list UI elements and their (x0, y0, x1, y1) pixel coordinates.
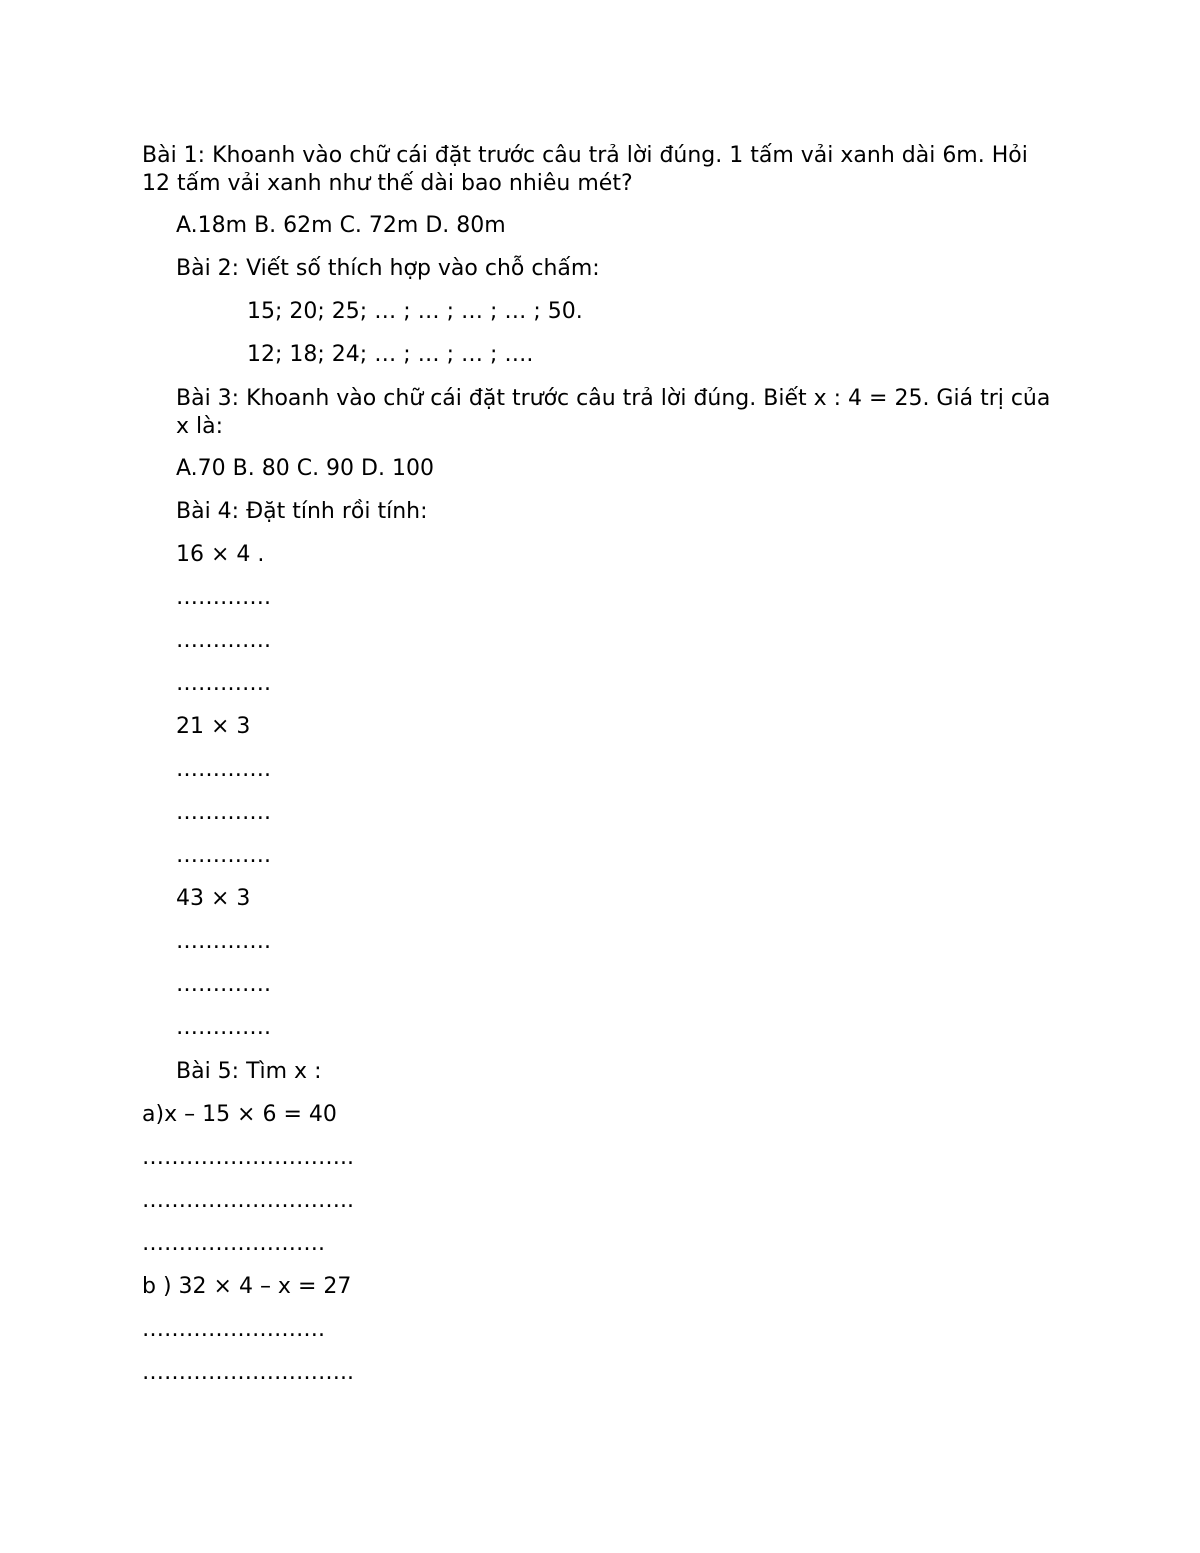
bai4-expression-2: 21 × 3 (176, 714, 251, 739)
blank-line: …………. (176, 585, 271, 610)
blank-line: …………. (176, 800, 271, 825)
blank-line: …………. (176, 929, 271, 954)
bai5-part-a: a)x – 15 × 6 = 40 (142, 1102, 337, 1127)
bai4-expression-3: 43 × 3 (176, 886, 251, 911)
blank-line: ……………………. (142, 1231, 325, 1256)
blank-line: …………. (176, 671, 271, 696)
blank-line: …………. (176, 757, 271, 782)
blank-line: ……………………….. (142, 1145, 354, 1170)
bai2-sequence-1: 15; 20; 25; … ; … ; … ; … ; 50. (247, 299, 583, 324)
blank-line: …………. (176, 972, 271, 997)
blank-line: ……………………. (142, 1317, 325, 1342)
bai1-question: Bài 1: Khoanh vào chữ cái đặt trước câu trả lời đúng. 1 tấm vải xanh dài 6m. Hỏi 12 tấm vải xanh như thế dài bao nhiêu mét? (142, 143, 1028, 196)
bai3-options: A.70 B. 80 C. 90 D. 100 (176, 456, 434, 481)
bai2-title: Bài 2: Viết số thích hợp vào chỗ chấm: (176, 256, 600, 281)
bai4-title: Bài 4: Đặt tính rồi tính: (176, 499, 428, 524)
bai1-options: A.18m B. 62m C. 72m D. 80m (176, 213, 506, 238)
bai5-title: Bài 5: Tìm x : (176, 1059, 322, 1084)
blank-line: …………. (176, 843, 271, 868)
bai5-part-b: b ) 32 × 4 – x = 27 (142, 1274, 352, 1299)
blank-line: …………. (176, 628, 271, 653)
bai3-question: Bài 3: Khoanh vào chữ cái đặt trước câu trả lời đúng. Biết x : 4 = 25. Giá trị của x là: (176, 386, 1051, 439)
bai2-sequence-2: 12; 18; 24; … ; … ; … ; …. (247, 342, 534, 367)
blank-line: ……………………….. (142, 1188, 354, 1213)
bai4-expression-1: 16 × 4 . (176, 542, 265, 567)
blank-line: …………. (176, 1015, 271, 1040)
blank-line: ……………………….. (142, 1360, 354, 1385)
